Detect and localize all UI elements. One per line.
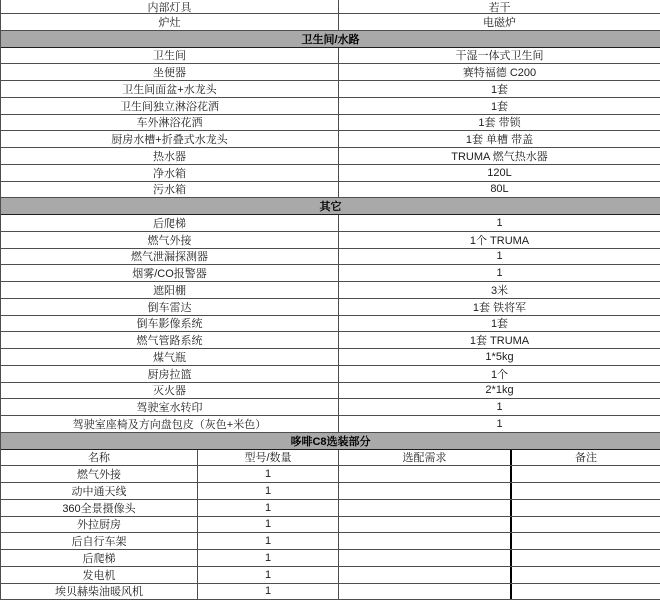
option-remark-cell bbox=[510, 466, 660, 482]
spec-value-cell: 1 bbox=[338, 265, 660, 281]
option-row bbox=[1, 584, 660, 600]
spec-name-cell: 煤气瓶 bbox=[153, 351, 186, 364]
table-row bbox=[1, 232, 660, 249]
spec-value-cell: 1 bbox=[338, 215, 660, 231]
spec-name-cell: 厨房拉篮 bbox=[147, 368, 192, 381]
option-remark-cell bbox=[510, 584, 660, 600]
option-need-cell bbox=[338, 550, 510, 566]
option-need-cell bbox=[338, 517, 510, 533]
option-name-cell: 埃贝赫柴油暖风机 bbox=[55, 586, 143, 599]
table-row bbox=[1, 81, 660, 98]
spec-value-cell: 赛特福德 C200 bbox=[338, 64, 660, 80]
options-column-header-row bbox=[1, 450, 660, 467]
spec-value-cell: 1套 TRUMA bbox=[338, 332, 660, 348]
section-title: 其它 bbox=[319, 201, 342, 214]
table-row bbox=[1, 265, 660, 282]
section-header-other bbox=[1, 198, 660, 215]
spec-name-cell: 后爬梯 bbox=[153, 217, 186, 230]
option-name-cell: 发电机 bbox=[82, 569, 116, 582]
column-header-name: 名称 bbox=[88, 452, 110, 465]
spec-value-cell: TRUMA 燃气热水器 bbox=[338, 148, 660, 164]
spec-name-cell: 倒车影像系统 bbox=[136, 318, 203, 331]
spec-value-cell: 干湿一体式卫生间 bbox=[338, 48, 660, 64]
column-header-option-need: 选配需求 bbox=[338, 450, 510, 466]
spec-value-cell: 1套 单槽 带盖 bbox=[338, 131, 660, 147]
table-row bbox=[1, 299, 660, 316]
spec-name-cell: 灭火器 bbox=[153, 385, 186, 398]
table-row bbox=[1, 0, 660, 14]
option-remark-cell bbox=[510, 533, 660, 549]
option-need-cell bbox=[338, 533, 510, 549]
spec-name-cell: 驾驶室水转印 bbox=[136, 402, 203, 415]
option-remark-cell bbox=[510, 500, 660, 516]
column-header-remark: 备注 bbox=[510, 450, 660, 466]
spec-value-cell: 1 bbox=[338, 249, 660, 265]
table-row bbox=[1, 131, 660, 148]
table-row bbox=[1, 332, 660, 349]
option-name-cell: 动中通天线 bbox=[71, 485, 127, 498]
table-row bbox=[1, 399, 660, 416]
spec-value-cell: 3米 bbox=[338, 282, 660, 298]
option-remark-cell bbox=[510, 567, 660, 583]
table-row bbox=[1, 282, 660, 299]
option-qty-cell: 1 bbox=[197, 550, 338, 566]
option-need-cell bbox=[338, 483, 510, 499]
spec-name-cell: 燃气外接 bbox=[147, 234, 192, 247]
spec-value-cell: 若干 bbox=[338, 0, 660, 13]
spec-value-cell: 2*1kg bbox=[338, 383, 660, 399]
spec-name-cell: 污水箱 bbox=[153, 184, 186, 197]
option-qty-cell: 1 bbox=[197, 567, 338, 583]
spec-name-cell: 炉灶 bbox=[158, 16, 181, 29]
option-need-cell bbox=[338, 466, 510, 482]
table-row bbox=[1, 115, 660, 132]
option-remark-cell bbox=[510, 550, 660, 566]
spec-name-cell: 坐便器 bbox=[153, 67, 186, 80]
spec-name-cell: 燃气泄漏探测器 bbox=[131, 251, 208, 264]
spec-value-cell: 1 bbox=[338, 416, 660, 432]
spec-value-cell: 1 bbox=[338, 399, 660, 415]
spec-value-cell: 1个 bbox=[338, 366, 660, 382]
table-row bbox=[1, 249, 660, 266]
option-row bbox=[1, 517, 660, 534]
spec-value-cell: 80L bbox=[338, 182, 660, 198]
option-remark-cell bbox=[510, 483, 660, 499]
spec-value-cell: 电磁炉 bbox=[338, 14, 660, 30]
spec-value-cell: 1个 TRUMA bbox=[338, 232, 660, 248]
spec-name-cell: 卫生间 bbox=[153, 50, 186, 63]
section-title: 哆啡C8选装部分 bbox=[290, 435, 371, 448]
table-row bbox=[1, 64, 660, 81]
table-row bbox=[1, 316, 660, 333]
option-row bbox=[1, 567, 660, 584]
table-row bbox=[1, 165, 660, 182]
option-row bbox=[1, 483, 660, 500]
table-row bbox=[1, 349, 660, 366]
spec-name-cell: 倒车雷达 bbox=[147, 301, 192, 314]
table-row bbox=[1, 48, 660, 65]
table-row bbox=[1, 98, 660, 115]
option-remark-cell bbox=[510, 517, 660, 533]
column-header-model-qty: 型号/数量 bbox=[197, 450, 338, 466]
spec-name-cell: 热水器 bbox=[153, 150, 186, 163]
option-qty-cell: 1 bbox=[197, 466, 338, 482]
section-title: 卫生间/水路 bbox=[301, 33, 360, 46]
option-qty-cell: 1 bbox=[197, 500, 338, 516]
option-qty-cell: 1 bbox=[197, 517, 338, 533]
spec-name-cell: 燃气管路系统 bbox=[136, 335, 203, 348]
table-row bbox=[1, 416, 660, 433]
section-header-c8-options bbox=[1, 433, 660, 450]
spec-name-cell: 厨房水槽+折叠式水龙头 bbox=[111, 134, 228, 147]
option-need-cell bbox=[338, 584, 510, 600]
spec-value-cell: 1套 bbox=[338, 316, 660, 332]
table-row bbox=[1, 383, 660, 400]
spec-name-cell: 净水箱 bbox=[153, 167, 186, 180]
spec-value-cell: 1套 带锁 bbox=[338, 115, 660, 131]
option-name-cell: 360全景摄像头 bbox=[62, 502, 136, 515]
spec-name-cell: 卫生间独立淋浴花洒 bbox=[120, 100, 219, 113]
option-name-cell: 后自行车架 bbox=[71, 536, 127, 549]
option-row bbox=[1, 500, 660, 517]
spec-value-cell: 1套 bbox=[338, 98, 660, 114]
spec-value-cell: 1套 bbox=[338, 81, 660, 97]
option-row bbox=[1, 466, 660, 483]
option-qty-cell: 1 bbox=[197, 584, 338, 600]
option-need-cell bbox=[338, 500, 510, 516]
option-row bbox=[1, 533, 660, 550]
spec-name-cell: 卫生间面盆+水龙头 bbox=[122, 83, 217, 96]
table-row bbox=[1, 366, 660, 383]
spec-name-cell: 烟雾/CO报警器 bbox=[132, 268, 207, 281]
table-row bbox=[1, 148, 660, 165]
spec-name-cell: 内部灯具 bbox=[147, 1, 192, 13]
option-name-cell: 燃气外接 bbox=[77, 469, 121, 482]
spec-value-cell: 120L bbox=[338, 165, 660, 181]
option-name-cell: 后爬梯 bbox=[82, 552, 116, 565]
section-header-bathroom-water bbox=[1, 31, 660, 48]
spec-name-cell: 车外淋浴花洒 bbox=[136, 117, 203, 130]
option-qty-cell: 1 bbox=[197, 533, 338, 549]
option-name-cell: 外拉厨房 bbox=[77, 519, 121, 532]
spec-value-cell: 1*5kg bbox=[338, 349, 660, 365]
option-row bbox=[1, 550, 660, 567]
option-qty-cell: 1 bbox=[197, 483, 338, 499]
spec-name-cell: 驾驶室座椅及方向盘包皮（灰色+米色） bbox=[72, 418, 267, 431]
option-need-cell bbox=[338, 567, 510, 583]
table-row bbox=[1, 14, 660, 31]
table-row bbox=[1, 215, 660, 232]
table-row bbox=[1, 182, 660, 199]
spec-value-cell: 1套 铁将军 bbox=[338, 299, 660, 315]
spec-name-cell: 遮阳棚 bbox=[153, 284, 186, 297]
